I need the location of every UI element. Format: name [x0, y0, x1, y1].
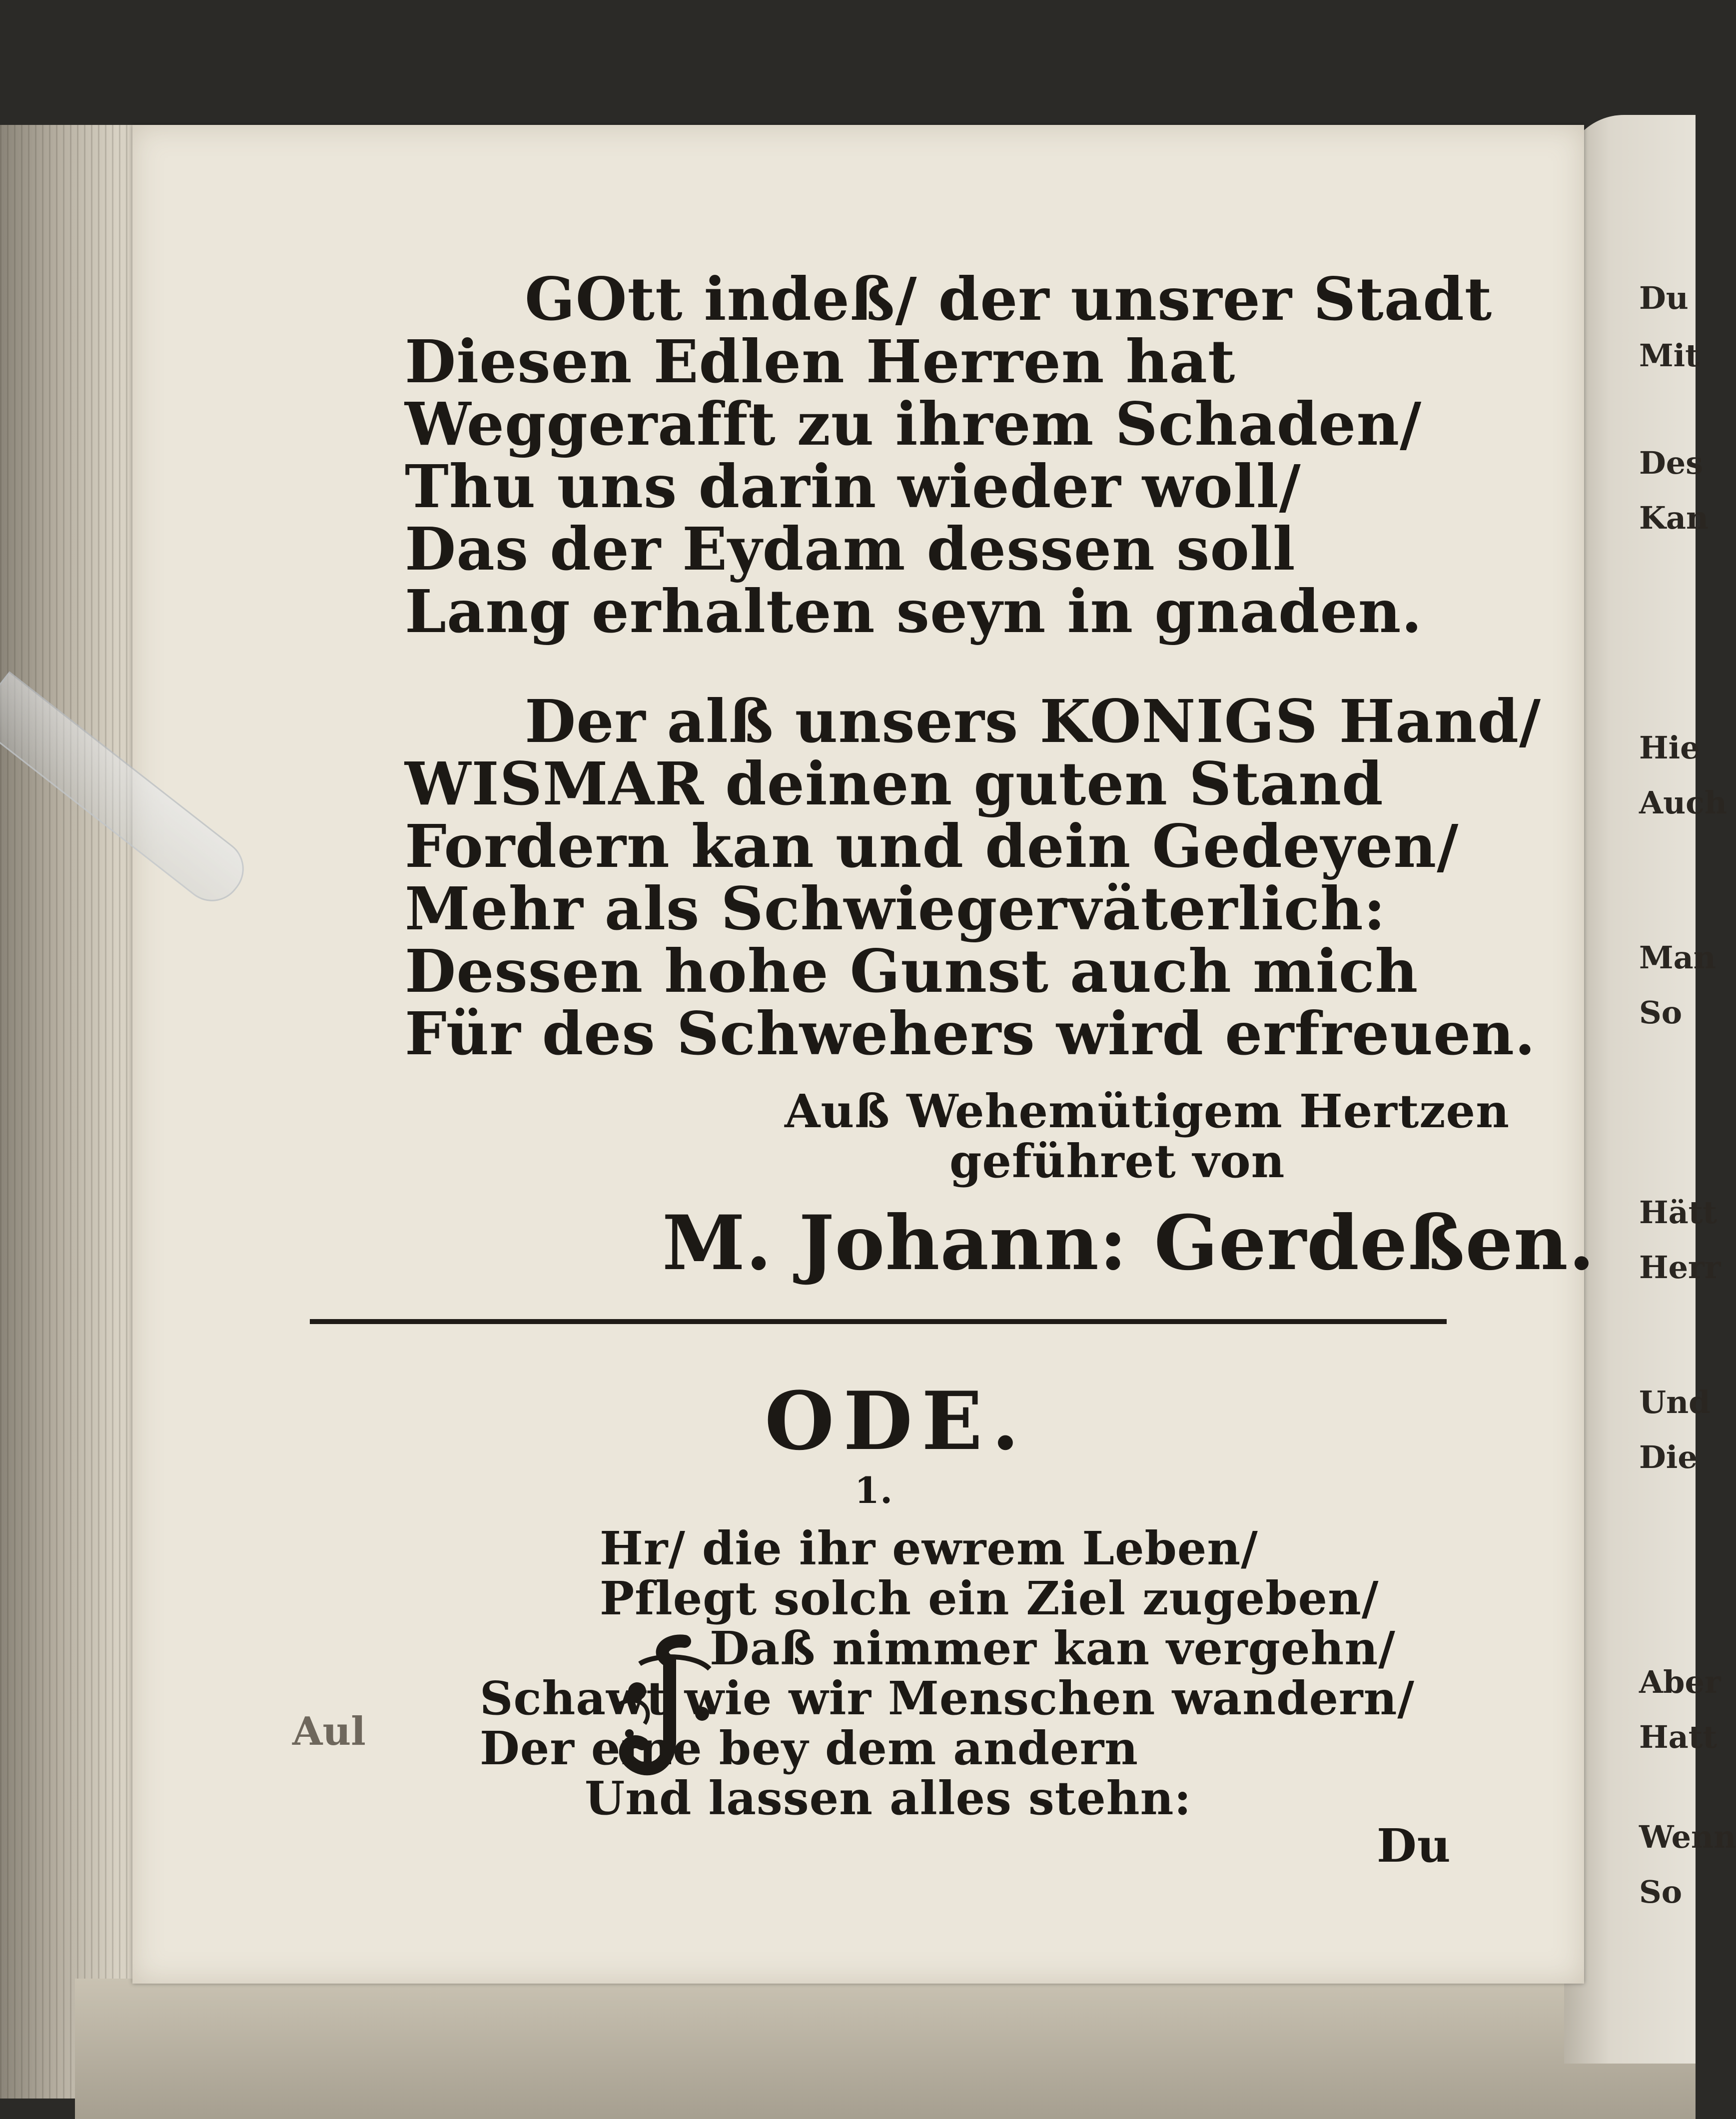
page-stack-edge: [0, 125, 150, 2099]
facing-page-word: So: [1639, 1874, 1683, 1910]
section-divider: [310, 1319, 1447, 1324]
verse-line: Diesen Edlen Herren hat: [405, 327, 1236, 396]
verse-line: GOtt indeß/ der unsrer Stadt: [525, 264, 1493, 334]
signature-by: geführet von: [949, 1134, 1285, 1188]
verse-line: Thu uns darin wieder woll/: [405, 452, 1301, 521]
author-name: M. Johann: Gerdeßen.: [662, 1199, 1596, 1287]
ode-line: Schawt wie wir Menschen wandern/: [480, 1671, 1415, 1725]
stanza-number: 1.: [855, 1469, 893, 1511]
signature-dedication: Auß Wehemütigem Hertzen: [785, 1084, 1510, 1138]
facing-page-word: Auch: [1639, 784, 1728, 821]
facing-page-word: Die: [1639, 1439, 1698, 1475]
ode-line: Daß nimmer kan vergehn/: [710, 1621, 1396, 1675]
facing-page-word: Mit: [1639, 337, 1700, 374]
verse-line: Lang erhalten seyn in gnaden.: [405, 577, 1423, 646]
verse-line: Für des Schwehers wird erfreuen.: [405, 999, 1536, 1068]
verse-line: Weggerafft zu ihrem Schaden/: [405, 389, 1422, 459]
ode-line: Und lassen alles stehn:: [585, 1771, 1192, 1825]
ode-title: ODE.: [765, 1374, 1028, 1468]
facing-page-word: Kan: [1639, 500, 1709, 536]
book-page: [132, 125, 1596, 1984]
verse-line: Mehr als Schwiegerväterlich:: [405, 874, 1386, 943]
facing-page-word: Hie: [1639, 729, 1700, 766]
facing-page-word: So: [1639, 994, 1683, 1031]
verse-line: Fordern kan und dein Gedeyen/: [405, 811, 1459, 881]
margin-note: Aul: [292, 1709, 366, 1754]
ode-line: Hr/ die ihr ewrem Leben/: [600, 1521, 1258, 1575]
catchword: Du: [1377, 1819, 1451, 1873]
book-cover-bottom: [75, 1979, 1696, 2119]
facing-page-word: Des: [1639, 445, 1704, 481]
facing-page-word: Wenn: [1639, 1819, 1736, 1855]
verse-line: Der alß unsers KONIGS Hand/: [525, 687, 1542, 756]
ode-line: Der eine bey dem andern: [480, 1721, 1139, 1775]
verse-line: Das der Eydam dessen soll: [405, 514, 1296, 584]
facing-page-word: Hatt: [1639, 1719, 1718, 1755]
ode-line: Pflegt solch ein Ziel zugeben/: [600, 1571, 1379, 1625]
facing-page-word: Man: [1639, 939, 1716, 976]
verse-line: Dessen hohe Gunst auch mich: [405, 936, 1419, 1006]
facing-page-word: Herr: [1639, 1249, 1721, 1286]
facing-page-word: Aber: [1639, 1664, 1721, 1700]
facing-page-word: Und: [1639, 1384, 1711, 1420]
verse-line: WISMAR deinen guten Stand: [405, 749, 1384, 818]
facing-page-word: Du: [1639, 280, 1689, 316]
facing-page-word: Hätt: [1639, 1194, 1718, 1231]
